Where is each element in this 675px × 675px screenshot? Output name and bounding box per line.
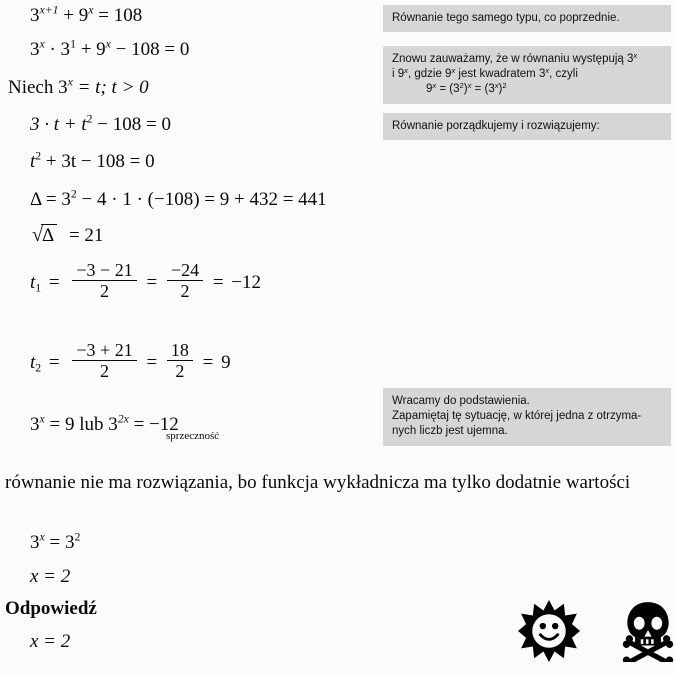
final-eq1-base: 3 [30,532,40,553]
eq8-sub: 1 [35,281,42,295]
eq10-tail: = −12 [128,414,179,435]
eq5-t: t [30,151,36,172]
eq10-exp: x [39,412,45,426]
equation-line-1 [30,3,143,26]
note-3-line-1: Równanie porządkujemy i rozwiązujemy: [392,120,600,132]
equation-line-2 [30,37,190,60]
eq10-lead: 3 [30,414,40,435]
eq10-mid: = 9 lub 3 [44,414,118,435]
note-4-line-2: Zapamiętaj tę sytuację, w której jedna z otrzyma- [392,410,642,423]
equation-line-8-root-t1 [30,260,262,303]
eq3-exp: x [67,75,73,89]
equation-line-9-root-t2 [30,340,231,383]
equation-line-3-substitution [8,75,149,98]
eq9-denominator-1: 2 [100,361,110,382]
eq3-lead: Niech 3 [8,77,68,98]
note-box-4 [383,388,671,446]
eq8-denominator-2: 2 [180,281,190,302]
eq4-exp: 2 [86,112,93,126]
eq1-base: 3 [30,5,40,26]
contradiction-annotation: sprzeczność [166,430,220,442]
note-2-l1-exp: x [633,50,638,60]
eq2-c: + 9 [75,39,106,60]
eq2-a-exp: x [39,37,45,51]
note-4-line-1: Wracamy do podstawienia. [392,395,530,407]
eq2-b-exp: 1 [70,37,76,51]
note-2-l2-exp-1: x [404,66,408,75]
eq9-numerator-1: −3 + 21 [72,341,136,361]
eq7-delta: Δ [41,224,57,245]
equation-line-4 [30,112,171,135]
note-2-l2-exp-2: x [451,66,456,75]
eq8-result: −12 [231,271,262,293]
note-2-l3-a: 9 [426,83,433,96]
eq5-tail: + 3t − 108 = 0 [41,151,155,172]
note-2-l2-a: i 9 [392,68,405,81]
eq8-equals-3: = [212,271,224,293]
note-2-l3-exp-4: x [494,81,499,91]
eq8-var: t [30,271,36,293]
eq8-equals-2: = [146,271,158,293]
final-equation-1 [30,530,81,553]
note-2-l2-b: , gdzie 9 [407,68,452,81]
eq9-equals-1: = [48,351,60,373]
conclusion-paragraph: równanie nie ma rozwiązania, bo funkcja wykładnicza ma tylko dodatnie wartości [5,472,631,493]
eq1-tail: = 108 [93,5,143,26]
note-box-1 [383,5,671,32]
eq4-tail: − 108 = 0 [92,114,171,135]
note-2-l3-exp-2: 2 [459,81,464,91]
note-1-line-1: Równanie tego samego typu, co poprzednie. [392,12,620,24]
note-2-l1-text: Znowu zauważamy, że w równaniu występują 3 [392,53,634,65]
note-2-l3-exp-3: x [467,81,472,91]
eq8-numerator-2: −24 [167,261,203,281]
eq9-result: 9 [221,351,231,373]
note-2-l3-b: = (3 [436,83,460,96]
eq8-fraction-2 [167,261,203,300]
eq6-lead: Δ = 3 [30,189,71,210]
eq1-exponent-2: x [88,3,94,17]
note-2-l2-d: , czyli [549,68,578,81]
eq9-var: t [30,351,36,373]
final-equation-2: x = 2 [30,566,71,587]
final-eq1-exp-2: 2 [74,530,81,544]
note-2-l3-f: ) [498,83,503,96]
eq9-sub: 2 [35,361,42,375]
note-2-l3-exp-5: 2 [502,81,507,91]
eq9-denominator-2: 2 [175,361,185,382]
note-2-l2-exp-3: x [545,66,550,75]
equation-line-10-back-substitution [30,412,179,435]
answer-value: x = 2 [30,631,71,652]
eq4-lead: 3 · t + t [30,114,87,135]
eq2-c-exp: x [105,37,111,51]
eq8-equals-1: = [48,271,60,293]
eq8-numerator-1: −3 − 21 [72,261,136,281]
note-box-3 [383,113,671,140]
skull-crossbones-icon [622,600,674,667]
eq7-tail: = 21 [68,225,104,246]
eq6-tail: − 4 · 1 · (−108) = 9 + 432 = 441 [76,189,327,210]
eq9-numerator-2: 18 [167,341,193,361]
sqrt-glyph: √ [32,224,43,246]
eq8-denominator-1: 2 [100,281,110,302]
eq1-exponent: x+1 [39,3,59,17]
eq2-tail: − 108 = 0 [110,39,190,60]
eq2-b: · 3 [44,39,71,60]
eq8-fraction-1 [72,261,136,300]
final-eq1-exp: x [39,530,45,544]
radical-symbol [30,224,57,245]
eq3-tail: = t; t > 0 [72,77,149,98]
sun-smiley-icon [518,600,580,667]
note-2-l3-d: = (3 [471,83,495,96]
equation-line-5-quadratic [30,149,155,172]
note-2-line-3 [392,82,663,97]
answer-heading: Odpowiedź [5,598,97,619]
eq2-a: 3 [30,39,40,60]
equation-line-7-sqrt-delta [30,224,103,245]
eq9-fraction-1 [72,341,136,380]
note-2-line-1 [392,52,663,67]
note-box-2 [383,46,671,104]
eq6-exp: 2 [70,187,77,201]
equation-line-6-discriminant [30,187,327,210]
final-eq1-mid: = 3 [44,532,75,553]
eq9-fraction-2 [167,341,193,380]
eq9-equals-3: = [202,351,214,373]
eq9-equals-2: = [146,351,158,373]
eq1-rest: + 9 [58,5,89,26]
note-4-line-3: nych liczb jest ujemna. [392,425,508,438]
note-2-l3-exp-1: x [432,81,437,91]
eq5-exp: 2 [35,149,42,163]
note-2-l3-c: ) [463,83,468,96]
eq10-exp-2: 2x [117,412,129,426]
note-2-l2-c: jest kwadratem 3 [455,68,546,81]
note-2-line-2 [392,67,663,82]
